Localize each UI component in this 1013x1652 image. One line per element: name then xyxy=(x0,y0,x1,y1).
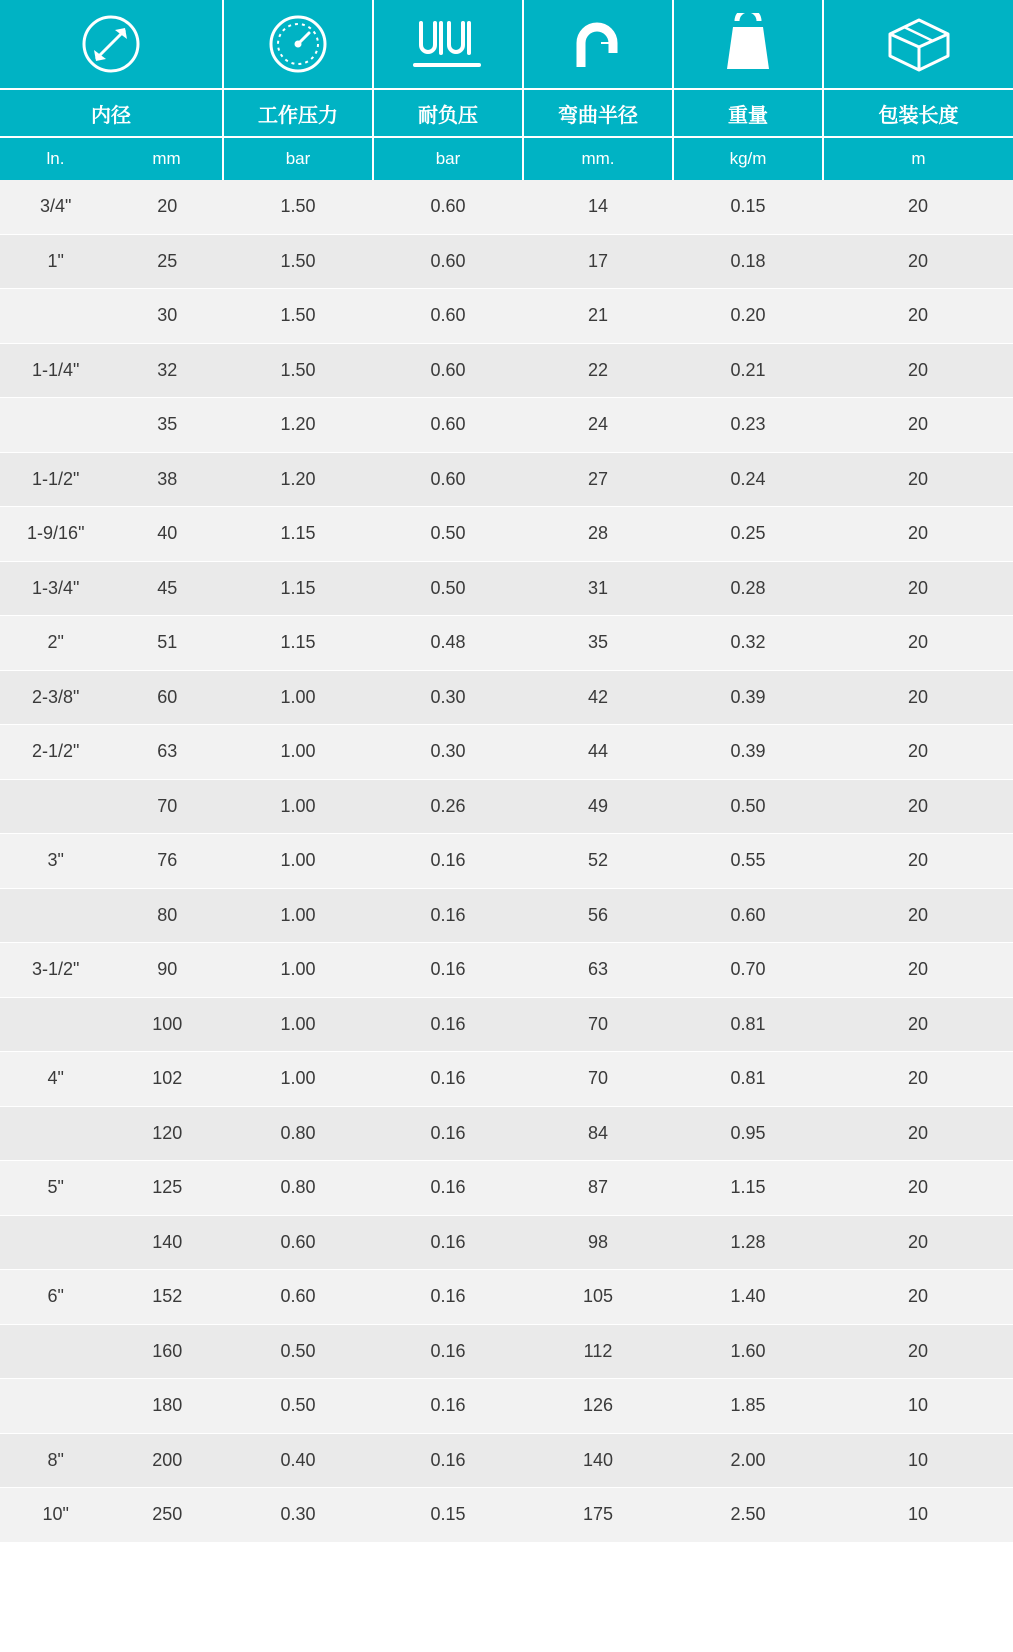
cell-package-length: 20 xyxy=(823,616,1013,671)
cell-bend-radius: 14 xyxy=(523,180,673,234)
cell-inner-diameter-mm: 60 xyxy=(157,686,178,707)
weight-icon xyxy=(674,0,822,88)
cell-bend-radius: 28 xyxy=(523,507,673,562)
cell-bend-radius: 35 xyxy=(523,616,673,671)
cell-bend-radius: 87 xyxy=(523,1161,673,1216)
cell-weight: 0.55 xyxy=(673,834,823,889)
cell-weight: 1.28 xyxy=(673,1215,823,1270)
header-icon-cell-vacuum xyxy=(373,0,523,89)
cell-vacuum: 0.60 xyxy=(373,398,523,453)
cell-vacuum: 0.15 xyxy=(373,1488,523,1543)
cell-package-length: 20 xyxy=(823,725,1013,780)
cell-inner-diameter xyxy=(0,289,223,344)
cell-package-length: 20 xyxy=(823,1106,1013,1161)
table-row xyxy=(0,561,1013,616)
cell-inner-diameter-inch: 1-1/2" xyxy=(32,468,80,489)
cell-vacuum: 0.48 xyxy=(373,616,523,671)
cell-weight: 2.50 xyxy=(673,1488,823,1543)
cell-package-length: 20 xyxy=(823,1052,1013,1107)
table-row xyxy=(0,1433,1013,1488)
cell-inner-diameter xyxy=(0,1215,223,1270)
cell-working-pressure: 0.80 xyxy=(223,1161,373,1216)
cell-inner-diameter-mm: 102 xyxy=(152,1068,183,1089)
cell-working-pressure: 0.40 xyxy=(223,1433,373,1488)
cell-vacuum: 0.16 xyxy=(373,1052,523,1107)
pressure-gauge-icon xyxy=(224,0,372,88)
cell-inner-diameter-inch: 10" xyxy=(42,1504,69,1525)
cell-bend-radius: 105 xyxy=(523,1270,673,1325)
cell-inner-diameter-inch: 8" xyxy=(47,1449,64,1470)
cell-inner-diameter xyxy=(0,725,223,780)
cell-inner-diameter-mm: 100 xyxy=(152,1013,183,1034)
cell-package-length: 20 xyxy=(823,834,1013,889)
table-row xyxy=(0,398,1013,453)
table-row xyxy=(0,834,1013,889)
cell-package-length: 20 xyxy=(823,943,1013,998)
cell-package-length: 20 xyxy=(823,452,1013,507)
cell-inner-diameter-inch: 3" xyxy=(47,850,64,871)
cell-vacuum: 0.16 xyxy=(373,1270,523,1325)
unit-mm: mm xyxy=(152,149,181,168)
cell-inner-diameter-mm: 20 xyxy=(157,196,178,217)
table-row xyxy=(0,507,1013,562)
cell-inner-diameter-mm: 63 xyxy=(157,741,178,762)
cell-inner-diameter-mm: 32 xyxy=(157,359,178,380)
cell-inner-diameter xyxy=(0,180,223,234)
cell-inner-diameter-mm: 51 xyxy=(157,632,178,653)
cell-vacuum: 0.16 xyxy=(373,1161,523,1216)
diameter-arrow-circle-icon xyxy=(0,0,222,88)
cell-vacuum: 0.16 xyxy=(373,1379,523,1434)
cell-package-length: 20 xyxy=(823,1324,1013,1379)
column-unit-bend-radius: mm. xyxy=(523,137,673,180)
cell-bend-radius: 17 xyxy=(523,234,673,289)
cell-inner-diameter-mm: 125 xyxy=(152,1177,183,1198)
cell-weight: 0.23 xyxy=(673,398,823,453)
cell-inner-diameter-mm: 200 xyxy=(152,1449,183,1470)
table-row xyxy=(0,452,1013,507)
cell-inner-diameter xyxy=(0,1379,223,1434)
cell-bend-radius: 175 xyxy=(523,1488,673,1543)
cell-working-pressure: 1.15 xyxy=(223,616,373,671)
cell-weight: 0.15 xyxy=(673,180,823,234)
vacuum-wave-icon xyxy=(374,0,522,88)
cell-weight: 0.32 xyxy=(673,616,823,671)
cell-bend-radius: 52 xyxy=(523,834,673,889)
cell-inner-diameter xyxy=(0,507,223,562)
cell-vacuum: 0.16 xyxy=(373,834,523,889)
cell-working-pressure: 1.20 xyxy=(223,452,373,507)
column-title-vacuum: 耐负压 xyxy=(373,89,523,137)
cell-weight: 0.50 xyxy=(673,779,823,834)
header-icon-cell-inner-diameter xyxy=(0,0,223,89)
cell-weight: 0.39 xyxy=(673,670,823,725)
cell-package-length: 20 xyxy=(823,398,1013,453)
cell-package-length: 20 xyxy=(823,1161,1013,1216)
cell-inner-diameter xyxy=(0,1161,223,1216)
cell-inner-diameter xyxy=(0,1488,223,1543)
cell-inner-diameter-inch: 2" xyxy=(47,632,64,653)
table-row xyxy=(0,1215,1013,1270)
cell-inner-diameter-mm: 45 xyxy=(157,577,178,598)
cell-vacuum: 0.16 xyxy=(373,943,523,998)
cell-bend-radius: 70 xyxy=(523,1052,673,1107)
cell-package-length: 10 xyxy=(823,1433,1013,1488)
cell-vacuum: 0.16 xyxy=(373,1106,523,1161)
cell-vacuum: 0.50 xyxy=(373,507,523,562)
column-unit-package-length: m xyxy=(823,137,1013,180)
cell-bend-radius: 140 xyxy=(523,1433,673,1488)
cell-vacuum: 0.60 xyxy=(373,452,523,507)
cell-package-length: 10 xyxy=(823,1379,1013,1434)
cell-inner-diameter-inch: 1-3/4" xyxy=(32,577,80,598)
cell-working-pressure: 1.50 xyxy=(223,289,373,344)
cell-inner-diameter-mm: 30 xyxy=(157,305,178,326)
cell-package-length: 20 xyxy=(823,997,1013,1052)
cell-weight: 1.60 xyxy=(673,1324,823,1379)
cell-inner-diameter-mm: 250 xyxy=(152,1504,183,1525)
cell-working-pressure: 1.00 xyxy=(223,997,373,1052)
cell-vacuum: 0.60 xyxy=(373,289,523,344)
cell-inner-diameter-inch: 4" xyxy=(47,1068,64,1089)
cell-working-pressure: 1.00 xyxy=(223,943,373,998)
cell-vacuum: 0.30 xyxy=(373,670,523,725)
cell-inner-diameter-inch: 1" xyxy=(47,250,64,271)
column-title-inner-diameter: 内径 xyxy=(0,89,223,137)
cell-inner-diameter xyxy=(0,1106,223,1161)
cell-working-pressure: 1.00 xyxy=(223,725,373,780)
cell-working-pressure: 1.20 xyxy=(223,398,373,453)
cell-inner-diameter xyxy=(0,1324,223,1379)
cell-inner-diameter-mm: 40 xyxy=(157,523,178,544)
table-row xyxy=(0,343,1013,398)
cell-bend-radius: 27 xyxy=(523,452,673,507)
cell-vacuum: 0.16 xyxy=(373,1433,523,1488)
cell-inner-diameter-mm: 80 xyxy=(157,904,178,925)
cell-weight: 0.21 xyxy=(673,343,823,398)
header-icon-cell-weight xyxy=(673,0,823,89)
cell-inner-diameter-mm: 180 xyxy=(152,1395,183,1416)
table-row xyxy=(0,1052,1013,1107)
cell-working-pressure: 1.15 xyxy=(223,561,373,616)
column-unit-weight: kg/m xyxy=(673,137,823,180)
table-row xyxy=(0,997,1013,1052)
cell-inner-diameter-mm: 70 xyxy=(157,795,178,816)
column-title-working-pressure: 工作压力 xyxy=(223,89,373,137)
table-row xyxy=(0,1161,1013,1216)
cell-weight: 1.15 xyxy=(673,1161,823,1216)
cell-inner-diameter-mm: 120 xyxy=(152,1122,183,1143)
icon-header-row xyxy=(0,0,1013,89)
cell-bend-radius: 63 xyxy=(523,943,673,998)
cell-inner-diameter-inch: 1-1/4" xyxy=(32,359,80,380)
cell-weight: 1.85 xyxy=(673,1379,823,1434)
cell-bend-radius: 49 xyxy=(523,779,673,834)
cell-inner-diameter xyxy=(0,452,223,507)
cell-vacuum: 0.16 xyxy=(373,1215,523,1270)
cell-bend-radius: 24 xyxy=(523,398,673,453)
cell-vacuum: 0.60 xyxy=(373,343,523,398)
cell-inner-diameter-mm: 35 xyxy=(157,414,178,435)
cell-working-pressure: 1.00 xyxy=(223,1052,373,1107)
column-units-inner-diameter xyxy=(0,137,223,180)
cell-vacuum: 0.60 xyxy=(373,180,523,234)
cell-inner-diameter xyxy=(0,670,223,725)
cell-inner-diameter-mm: 152 xyxy=(152,1286,183,1307)
header-icon-cell-working-pressure xyxy=(223,0,373,89)
cell-bend-radius: 126 xyxy=(523,1379,673,1434)
cell-inner-diameter-mm: 25 xyxy=(157,250,178,271)
cell-weight: 0.81 xyxy=(673,997,823,1052)
table-row xyxy=(0,1488,1013,1543)
cell-working-pressure: 1.00 xyxy=(223,670,373,725)
cell-weight: 0.70 xyxy=(673,943,823,998)
unit-header-row xyxy=(0,137,1013,180)
cell-inner-diameter xyxy=(0,943,223,998)
cell-inner-diameter xyxy=(0,343,223,398)
cell-vacuum: 0.30 xyxy=(373,725,523,780)
cell-weight: 0.20 xyxy=(673,289,823,344)
cell-inner-diameter-mm: 90 xyxy=(157,959,178,980)
cell-inner-diameter-mm: 160 xyxy=(152,1340,183,1361)
table-row xyxy=(0,1270,1013,1325)
cell-inner-diameter xyxy=(0,834,223,889)
cell-inner-diameter-inch: 6" xyxy=(47,1286,64,1307)
cell-package-length: 20 xyxy=(823,888,1013,943)
bend-radius-icon xyxy=(524,0,672,88)
cell-inner-diameter-inch: 2-1/2" xyxy=(32,741,80,762)
cell-package-length: 20 xyxy=(823,561,1013,616)
cell-vacuum: 0.16 xyxy=(373,1324,523,1379)
cell-package-length: 20 xyxy=(823,670,1013,725)
column-title-package-length: 包装长度 xyxy=(823,89,1013,137)
cell-inner-diameter-inch: 3/4" xyxy=(40,196,72,217)
cell-bend-radius: 70 xyxy=(523,997,673,1052)
cell-bend-radius: 84 xyxy=(523,1106,673,1161)
cell-weight: 0.24 xyxy=(673,452,823,507)
cell-working-pressure: 1.00 xyxy=(223,834,373,889)
table-row xyxy=(0,670,1013,725)
cell-working-pressure: 1.50 xyxy=(223,180,373,234)
cell-inner-diameter-mm: 76 xyxy=(157,850,178,871)
cell-bend-radius: 22 xyxy=(523,343,673,398)
cell-package-length: 20 xyxy=(823,1270,1013,1325)
cell-inner-diameter xyxy=(0,616,223,671)
column-title-weight: 重量 xyxy=(673,89,823,137)
header-icon-cell-bend-radius xyxy=(523,0,673,89)
table-row xyxy=(0,888,1013,943)
cell-bend-radius: 42 xyxy=(523,670,673,725)
cell-vacuum: 0.16 xyxy=(373,997,523,1052)
table-row xyxy=(0,1324,1013,1379)
cell-inner-diameter-inch: 5" xyxy=(47,1177,64,1198)
cell-inner-diameter xyxy=(0,1433,223,1488)
cell-package-length: 10 xyxy=(823,1488,1013,1543)
table-row xyxy=(0,616,1013,671)
cell-package-length: 20 xyxy=(823,343,1013,398)
cell-vacuum: 0.16 xyxy=(373,888,523,943)
cell-working-pressure: 0.30 xyxy=(223,1488,373,1543)
cell-working-pressure: 0.60 xyxy=(223,1215,373,1270)
cell-working-pressure: 1.50 xyxy=(223,234,373,289)
cell-package-length: 20 xyxy=(823,289,1013,344)
cell-package-length: 20 xyxy=(823,234,1013,289)
cell-inner-diameter-inch: 3-1/2" xyxy=(32,959,80,980)
cell-weight: 0.28 xyxy=(673,561,823,616)
table-body xyxy=(0,180,1013,1542)
cell-working-pressure: 0.80 xyxy=(223,1106,373,1161)
unit-inch: ln. xyxy=(46,149,65,168)
cell-bend-radius: 98 xyxy=(523,1215,673,1270)
package-box-icon xyxy=(824,0,1013,88)
cell-inner-diameter-mm: 38 xyxy=(157,468,178,489)
column-unit-vacuum: bar xyxy=(373,137,523,180)
column-unit-working-pressure: bar xyxy=(223,137,373,180)
title-header-row xyxy=(0,89,1013,137)
cell-working-pressure: 1.50 xyxy=(223,343,373,398)
cell-weight: 0.39 xyxy=(673,725,823,780)
column-title-bend-radius: 弯曲半径 xyxy=(523,89,673,137)
cell-bend-radius: 112 xyxy=(523,1324,673,1379)
cell-bend-radius: 21 xyxy=(523,289,673,344)
cell-inner-diameter xyxy=(0,779,223,834)
table-row xyxy=(0,234,1013,289)
cell-working-pressure: 0.50 xyxy=(223,1379,373,1434)
cell-weight: 0.25 xyxy=(673,507,823,562)
cell-working-pressure: 1.00 xyxy=(223,888,373,943)
cell-inner-diameter-inch: 1-9/16" xyxy=(27,523,85,544)
cell-vacuum: 0.60 xyxy=(373,234,523,289)
table-row xyxy=(0,180,1013,234)
cell-weight: 0.18 xyxy=(673,234,823,289)
cell-inner-diameter-inch: 2-3/8" xyxy=(32,686,80,707)
cell-bend-radius: 31 xyxy=(523,561,673,616)
cell-inner-diameter xyxy=(0,234,223,289)
cell-inner-diameter xyxy=(0,561,223,616)
cell-weight: 0.95 xyxy=(673,1106,823,1161)
table-row xyxy=(0,1106,1013,1161)
table-row xyxy=(0,779,1013,834)
cell-inner-diameter-mm: 140 xyxy=(152,1231,183,1252)
cell-weight: 2.00 xyxy=(673,1433,823,1488)
cell-inner-diameter xyxy=(0,997,223,1052)
cell-package-length: 20 xyxy=(823,180,1013,234)
cell-inner-diameter xyxy=(0,1270,223,1325)
cell-bend-radius: 44 xyxy=(523,725,673,780)
table-row xyxy=(0,1379,1013,1434)
cell-inner-diameter xyxy=(0,398,223,453)
header-icon-cell-package-length xyxy=(823,0,1013,89)
cell-working-pressure: 0.50 xyxy=(223,1324,373,1379)
cell-inner-diameter xyxy=(0,1052,223,1107)
cell-bend-radius: 56 xyxy=(523,888,673,943)
cell-weight: 1.40 xyxy=(673,1270,823,1325)
cell-package-length: 20 xyxy=(823,507,1013,562)
cell-working-pressure: 0.60 xyxy=(223,1270,373,1325)
cell-working-pressure: 1.15 xyxy=(223,507,373,562)
table-row xyxy=(0,943,1013,998)
cell-weight: 0.60 xyxy=(673,888,823,943)
cell-weight: 0.81 xyxy=(673,1052,823,1107)
cell-vacuum: 0.50 xyxy=(373,561,523,616)
cell-package-length: 20 xyxy=(823,779,1013,834)
cell-inner-diameter xyxy=(0,888,223,943)
table-row xyxy=(0,289,1013,344)
table-row xyxy=(0,725,1013,780)
cell-vacuum: 0.26 xyxy=(373,779,523,834)
cell-package-length: 20 xyxy=(823,1215,1013,1270)
cell-working-pressure: 1.00 xyxy=(223,779,373,834)
